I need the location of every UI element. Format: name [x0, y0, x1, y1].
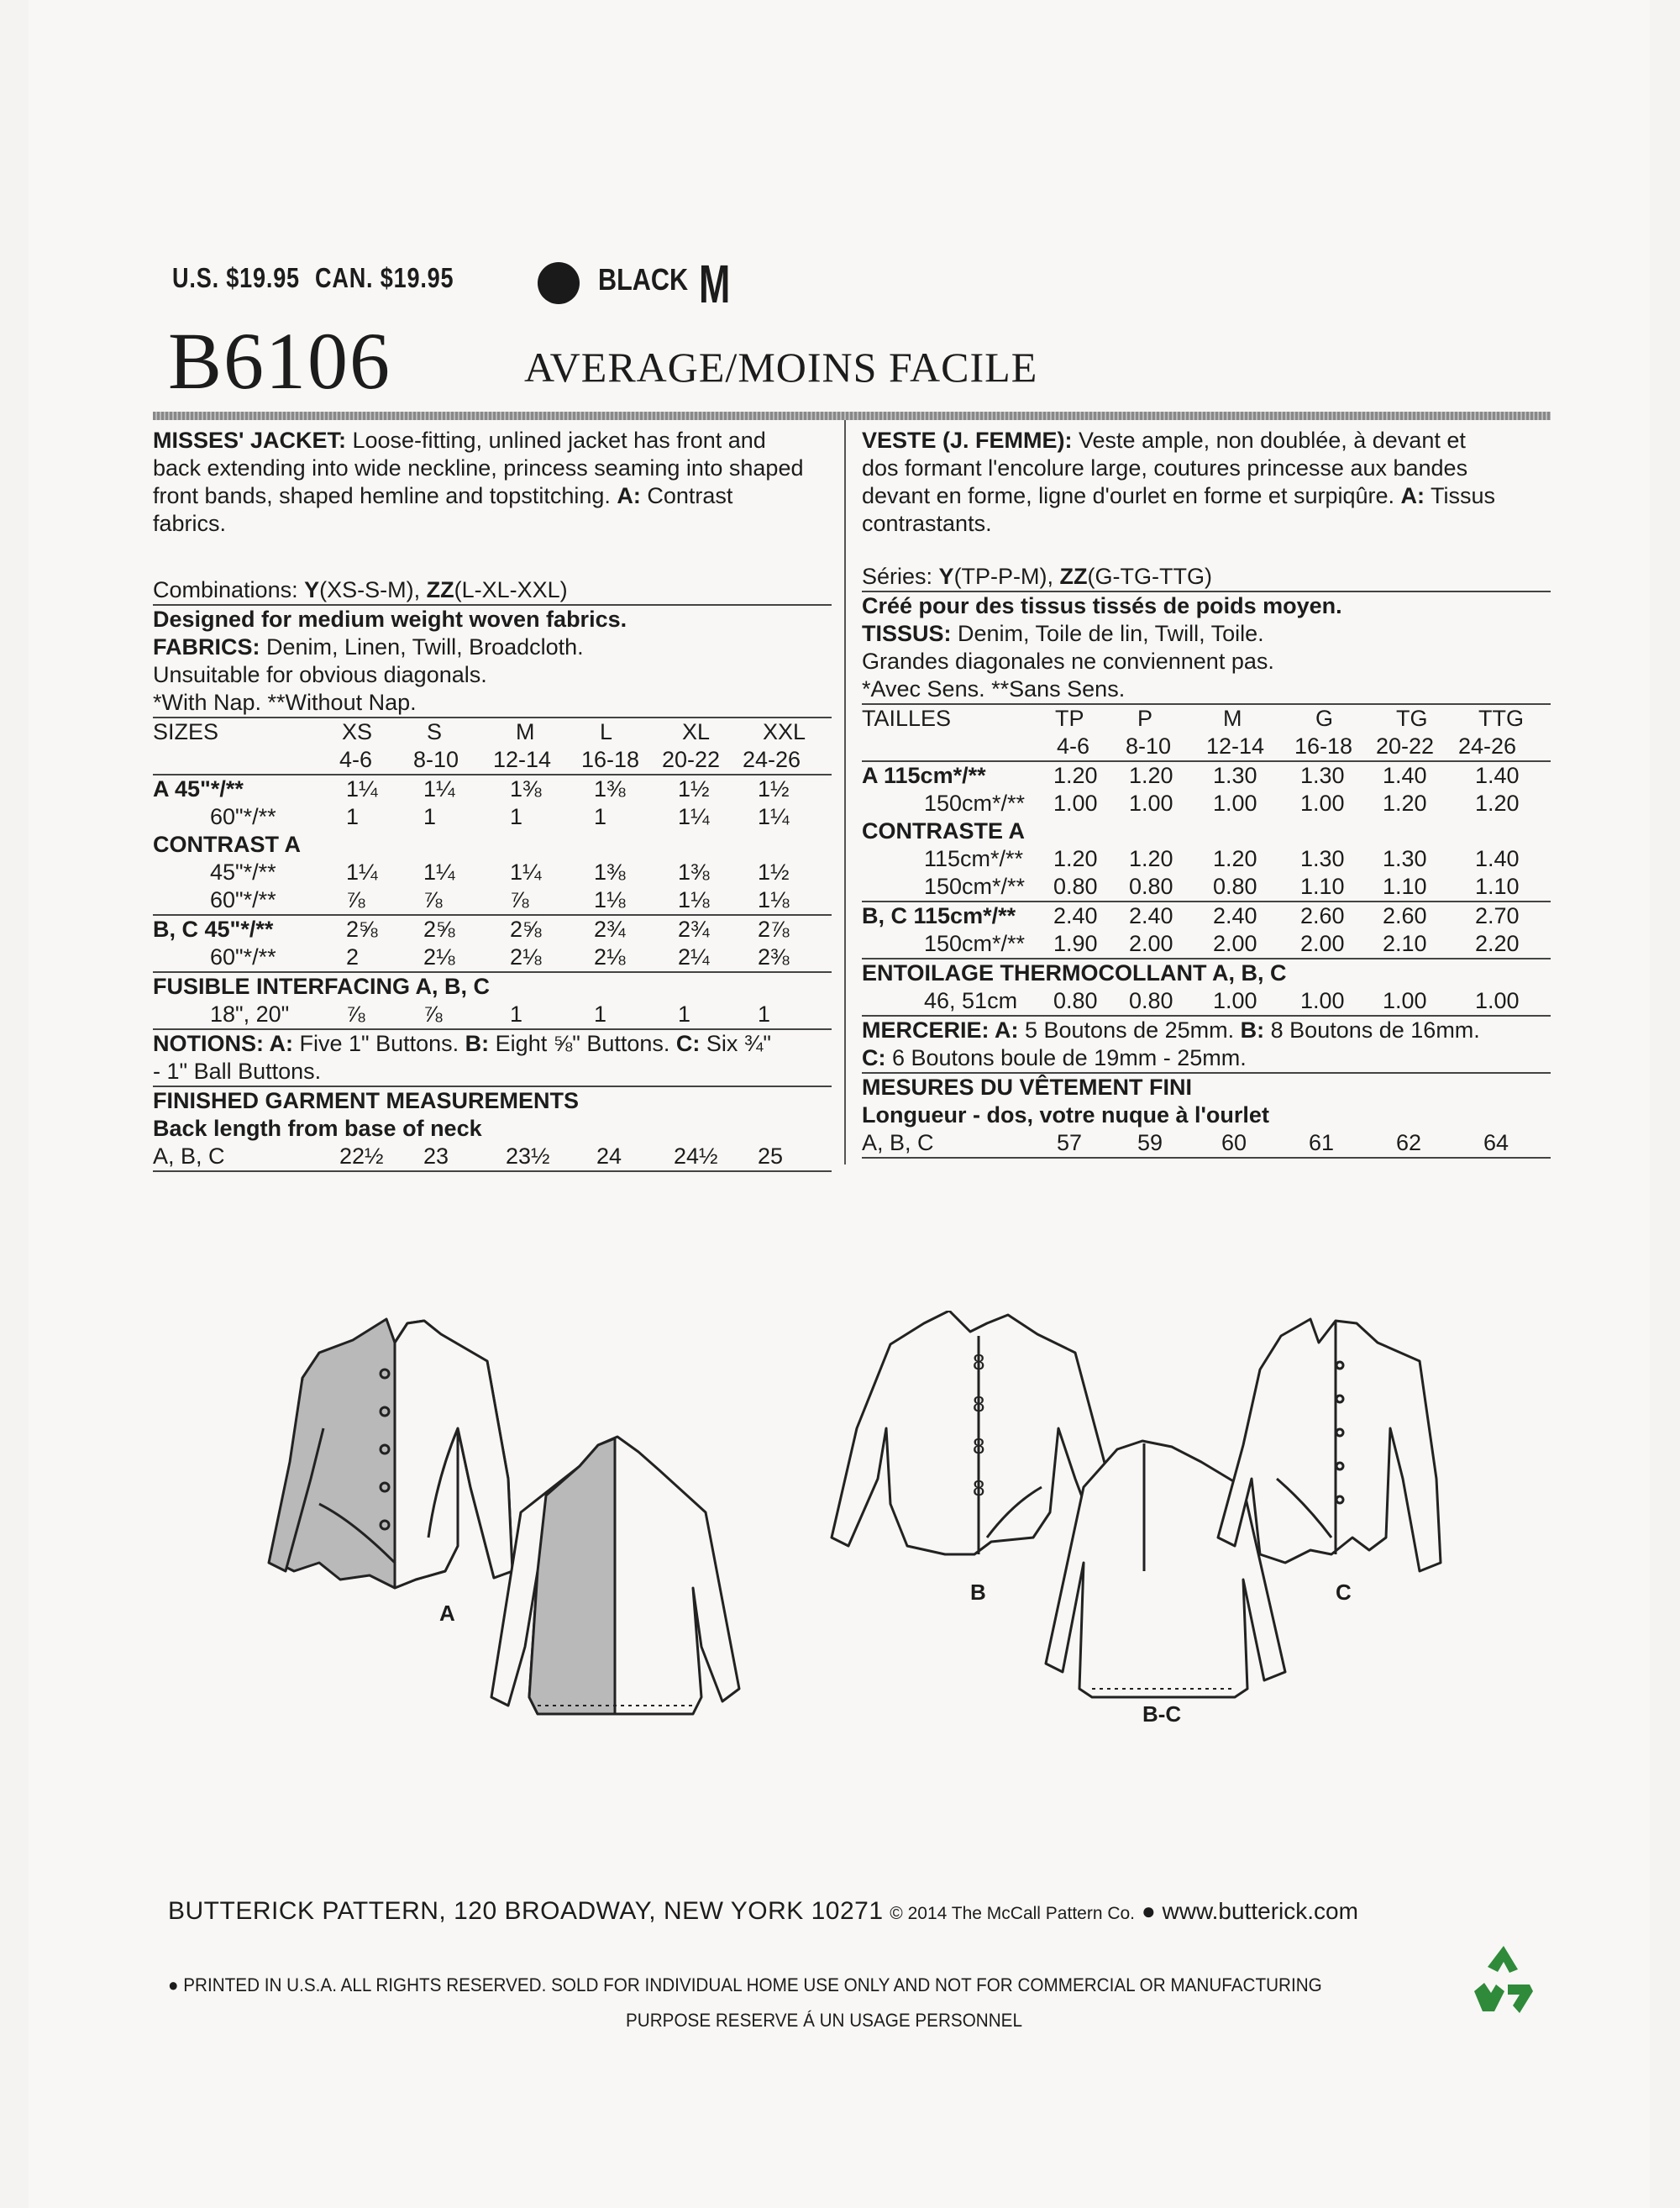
sizes-header: [862, 705, 1551, 733]
cell: 1.00: [1213, 791, 1257, 816]
color-dot-icon: [538, 262, 580, 304]
rights-text: PRINTED IN U.S.A. ALL RIGHTS RESERVED. SOLD FOR INDIVIDUAL HOME USE ONLY AND NOT FOR COMMERCIAL OR MANUFACTURING: [183, 1974, 1322, 1995]
desc-line: contrastants.: [862, 511, 992, 536]
cell: 1.30: [1383, 846, 1427, 871]
size-range: 4-6: [1057, 733, 1090, 759]
table-row: [153, 775, 832, 803]
cell: 1.00: [1300, 988, 1345, 1013]
cell: 2.60: [1383, 903, 1427, 928]
row-label: 60"*/**: [210, 944, 276, 970]
cell: 1: [510, 804, 523, 829]
row-label: 18", 20": [210, 1001, 290, 1027]
fusible-label: [862, 959, 1551, 987]
cell: 2⅝: [510, 917, 542, 942]
back-length-label: Longueur - dos, votre nuque à l'ourlet: [862, 1102, 1269, 1128]
back-length-label: Back length from base of neck: [153, 1116, 482, 1141]
fabrics-label: FABRICS:: [153, 634, 260, 660]
cell: 0.80: [1129, 874, 1173, 899]
cell: 1.20: [1383, 791, 1427, 816]
size-range: 16-18: [581, 747, 640, 772]
contrast-label: [862, 817, 1551, 845]
cell: 23½: [506, 1143, 550, 1169]
publisher-line: [168, 1897, 1358, 1926]
designed-for: Designed for medium weight woven fabrics.: [153, 607, 627, 632]
price-can: CAN. $19.95: [314, 262, 454, 293]
english-table: [153, 576, 832, 1172]
row-label: ENTOILAGE THERMOCOLLANT A, B, C: [862, 960, 1287, 986]
cell: 25: [758, 1143, 784, 1169]
nap-note: *Avec Sens. **Sans Sens.: [862, 676, 1551, 705]
desc-view: A:: [1400, 483, 1425, 508]
combo-zz: ZZ: [1059, 564, 1088, 589]
desc-line: front bands, shaped hemline and topstitching.: [153, 483, 617, 508]
finished-label: MESURES DU VÊTEMENT FINI: [862, 1075, 1193, 1100]
cell: 0.80: [1213, 874, 1257, 899]
combo-zz-sizes: (G-TG-TTG): [1087, 564, 1212, 589]
cell: 1.20: [1129, 846, 1173, 871]
table-row: [862, 987, 1551, 1017]
fabrics: Denim, Linen, Twill, Broadcloth.: [260, 634, 584, 660]
table-row: [153, 916, 832, 944]
combos-label: Combinations:: [153, 577, 305, 602]
cell: 2⅜: [758, 944, 790, 970]
cell: 1¼: [346, 860, 378, 885]
designed-for: Créé pour des tissus tissés de poids moyen.: [862, 593, 1342, 618]
view-a-front-illustration: [269, 1319, 512, 1588]
cell: 1.00: [1300, 791, 1345, 816]
size-name: S: [427, 719, 443, 744]
size-range: 8-10: [413, 747, 459, 772]
row-label: CONTRAST A: [153, 832, 301, 857]
publisher-address: BUTTERICK PATTERN, 120 BROADWAY, NEW YORK 10271: [168, 1897, 884, 1925]
cell: 2⅞: [758, 917, 790, 942]
notions: - 1" Ball Buttons.: [153, 1058, 832, 1087]
size-name: P: [1137, 706, 1153, 731]
notions-view: C:: [862, 1045, 886, 1070]
notions: 5 Boutons de 25mm.: [1018, 1017, 1241, 1043]
header-divider: [153, 412, 1551, 420]
size-name: TTG: [1478, 706, 1524, 731]
rights-line: [168, 1974, 1322, 1996]
cell: 24: [596, 1143, 622, 1169]
cell: 1⅜: [510, 776, 542, 802]
size-name: TG: [1396, 706, 1428, 731]
svg-text:8: 8: [973, 1433, 985, 1459]
cell: 2.00: [1300, 931, 1345, 956]
sizes-label: SIZES: [153, 719, 219, 744]
cell: 1.30: [1300, 846, 1345, 871]
table-row: [862, 790, 1551, 817]
cell: 2¼: [678, 944, 710, 970]
cell: 24½: [674, 1143, 718, 1169]
cell: 1⅜: [594, 776, 626, 802]
size-letter: M: [699, 254, 731, 314]
view-b-label: B: [970, 1580, 986, 1605]
cell: 1⅛: [678, 887, 710, 912]
combo-y: Y: [938, 564, 954, 589]
cell: 1¼: [678, 804, 710, 829]
size-range: 4-6: [339, 747, 373, 772]
cell: 1.20: [1129, 763, 1173, 788]
size-range: 20-22: [1376, 733, 1435, 759]
cell: 1.00: [1053, 791, 1098, 816]
size-name: L: [600, 719, 613, 744]
row-label: FUSIBLE INTERFACING A, B, C: [153, 974, 491, 999]
row-label: A 115cm*/**: [862, 763, 986, 788]
cell: 62: [1396, 1130, 1422, 1155]
cell: 1.30: [1300, 763, 1345, 788]
cell: ⅞: [346, 1001, 365, 1027]
svg-text:8: 8: [973, 1349, 985, 1375]
cell: 1½: [758, 860, 790, 885]
view-c-label: C: [1336, 1580, 1352, 1605]
cell: 1.20: [1053, 846, 1098, 871]
svg-text:8: 8: [973, 1475, 985, 1501]
cell: 1.00: [1475, 988, 1520, 1013]
nap-note: *With Nap. **Without Nap.: [153, 689, 832, 718]
cell: 1.20: [1475, 791, 1520, 816]
combo-y: Y: [304, 577, 320, 602]
french-table: [862, 563, 1551, 1159]
cell: 1⅛: [758, 887, 790, 912]
desc-line: Veste ample, non doublée, à devant et: [1072, 428, 1466, 453]
desc-line: fabrics.: [153, 511, 227, 536]
cell: 1⅜: [678, 860, 710, 885]
row-label: B, C 115cm*/**: [862, 903, 1016, 928]
size-name: XL: [682, 719, 711, 744]
sizes-ranges: [153, 746, 832, 775]
website-link[interactable]: www.butterick.com: [1162, 1898, 1358, 1924]
pattern-number: B6106: [168, 316, 392, 406]
size-range: 24-26: [1458, 733, 1517, 759]
unsuitable: Unsuitable for obvious diagonals.: [153, 662, 487, 687]
cell: 1¼: [423, 776, 455, 802]
table-row: [862, 845, 1551, 873]
cell: 2¾: [678, 917, 710, 942]
cell: 1.40: [1383, 763, 1427, 788]
row-label: 60"*/**: [210, 887, 276, 912]
unsuitable: Grandes diagonales ne conviennent pas.: [862, 649, 1274, 674]
cell: 2.00: [1213, 931, 1257, 956]
view-a-label: A: [439, 1601, 455, 1626]
cell: 1.00: [1383, 988, 1427, 1013]
cell: 1¼: [510, 860, 542, 885]
cell: 1: [758, 1001, 771, 1027]
table-row: [862, 902, 1551, 930]
table-row: [862, 762, 1551, 790]
row-label: 150cm*/**: [924, 874, 1026, 899]
cell: 1.00: [1129, 791, 1173, 816]
desc-line: Contrast: [640, 483, 733, 508]
difficulty-level: AVERAGE/MOINS FACILE: [524, 344, 1038, 391]
cell: 2.70: [1475, 903, 1520, 928]
notions: Six ¾": [700, 1031, 772, 1056]
cell: ⅞: [423, 1001, 443, 1027]
cell: 22½: [339, 1143, 384, 1169]
cell: 2⅛: [510, 944, 542, 970]
english-description: [153, 427, 832, 538]
cell: 1¼: [423, 860, 455, 885]
notions: 8 Boutons de 16mm.: [1264, 1017, 1480, 1043]
french-description: [862, 427, 1551, 538]
cell: 2: [346, 944, 360, 970]
cell: ⅞: [423, 887, 443, 912]
notions-view: B:: [465, 1031, 490, 1056]
notions-label: NOTIONS: A:: [153, 1031, 293, 1056]
size-range: 16-18: [1294, 733, 1353, 759]
cell: 2⅝: [423, 917, 455, 942]
cell: 2⅛: [423, 944, 455, 970]
table-row: [862, 930, 1551, 959]
combo-zz: ZZ: [426, 577, 454, 602]
finished-label: FINISHED GARMENT MEASUREMENTS: [153, 1088, 580, 1113]
row-label: 150cm*/**: [924, 931, 1026, 956]
size-name: XS: [342, 719, 373, 744]
notions: Eight ⅝" Buttons.: [489, 1031, 676, 1056]
cell: 1: [346, 804, 360, 829]
cell: 1.10: [1383, 874, 1427, 899]
row-label: A, B, C: [153, 1143, 225, 1169]
row-label: CONTRASTE A: [862, 818, 1025, 844]
cell: 57: [1057, 1130, 1083, 1155]
cell: 2.40: [1053, 903, 1098, 928]
combos-label: Séries:: [862, 564, 939, 589]
table-row: [153, 1001, 832, 1030]
desc-title: VESTE (J. FEMME):: [862, 428, 1073, 453]
size-range: 24-26: [743, 747, 801, 772]
cell: ⅞: [346, 887, 365, 912]
desc-line: back extending into wide neckline, princess seaming into shaped: [153, 455, 804, 481]
sizes-ranges: [862, 733, 1551, 762]
cell: 1: [423, 804, 437, 829]
bullet-icon: ●: [1141, 1898, 1156, 1924]
sizes-header: [153, 718, 832, 746]
cell: 0.80: [1053, 988, 1098, 1013]
desc-title: MISSES' JACKET:: [153, 428, 346, 453]
desc-line: Tissus: [1425, 483, 1496, 508]
cell: 2.60: [1300, 903, 1345, 928]
cell: 2⅝: [346, 917, 378, 942]
bullet-icon: ●: [168, 1974, 184, 1995]
recycle-icon: [1466, 1941, 1541, 2016]
cell: 2⅛: [594, 944, 626, 970]
row-label: 150cm*/**: [924, 791, 1026, 816]
cell: 1⅜: [594, 860, 626, 885]
size-name: XXL: [763, 719, 806, 744]
size-range: 12-14: [1206, 733, 1265, 759]
cell: 0.80: [1053, 874, 1098, 899]
row-label: A, B, C: [862, 1130, 934, 1155]
row-label: 60"*/**: [210, 804, 276, 829]
sizes-label: TAILLES: [862, 706, 952, 731]
notions: Five 1" Buttons.: [292, 1031, 465, 1056]
size-name: TP: [1055, 706, 1084, 731]
row-label: 45"*/**: [210, 860, 276, 885]
size-name: G: [1315, 706, 1334, 731]
notions-label: MERCERIE: A:: [862, 1017, 1019, 1043]
price-us: U.S. $19.95: [172, 262, 300, 293]
size-range: 20-22: [662, 747, 721, 772]
cell: 59: [1137, 1130, 1163, 1155]
notions: 6 Boutons boule de 19mm - 25mm.: [885, 1045, 1247, 1070]
cell: 23: [423, 1143, 449, 1169]
notions-view: B:: [1240, 1017, 1265, 1043]
size-name: M: [1223, 706, 1242, 731]
size-name: M: [516, 719, 535, 744]
view-bc-label: B-C: [1142, 1701, 1182, 1727]
cell: 1: [594, 804, 607, 829]
cell: 1.20: [1053, 763, 1098, 788]
row-label: B, C 45"*/**: [153, 917, 274, 942]
cell: 1.40: [1475, 763, 1520, 788]
cell: 60: [1221, 1130, 1247, 1155]
cell: 2¾: [594, 917, 626, 942]
desc-line: dos formant l'encolure large, coutures princesse aux bandes: [862, 455, 1468, 481]
row-label: 115cm*/**: [924, 846, 1024, 871]
cell: 1.40: [1475, 846, 1520, 871]
size-range: 8-10: [1126, 733, 1172, 759]
cell: 1.30: [1213, 763, 1257, 788]
fabrics-label: TISSUS:: [862, 621, 952, 646]
cell: 1.90: [1053, 931, 1098, 956]
table-row: [153, 859, 832, 886]
fusible-label: [153, 973, 832, 1001]
cell: 0.80: [1129, 988, 1173, 1013]
contrast-label: [153, 831, 832, 859]
cell: ⅞: [510, 887, 529, 912]
row-label: A 45"*/**: [153, 776, 244, 802]
cell: 1: [510, 1001, 523, 1027]
cell: 1.10: [1475, 874, 1520, 899]
row-label: 46, 51cm: [924, 988, 1018, 1013]
cell: 2.00: [1129, 931, 1173, 956]
table-row: [153, 803, 832, 831]
table-row: [153, 1143, 832, 1172]
cell: 61: [1309, 1130, 1335, 1155]
combo-y-sizes: (TP-P-M),: [953, 564, 1060, 589]
price: [172, 262, 469, 294]
combo-zz-sizes: (L-XL-XXL): [454, 577, 568, 602]
notions-view: C:: [675, 1031, 701, 1056]
desc-line: devant en forme, ligne d'ourlet en forme et surpiqûre.: [862, 483, 1401, 508]
cell: 1: [678, 1001, 691, 1027]
cell: 1¼: [346, 776, 378, 802]
cell: 2.20: [1475, 931, 1520, 956]
cell: 64: [1483, 1130, 1509, 1155]
svg-text:8: 8: [973, 1391, 985, 1417]
cell: 2.40: [1129, 903, 1173, 928]
desc-view: A:: [617, 483, 641, 508]
table-row: [862, 1129, 1551, 1159]
cell: 1¼: [758, 804, 790, 829]
table-row: [153, 886, 832, 916]
table-row: [862, 873, 1551, 902]
cell: 1⅛: [594, 887, 626, 912]
cell: 1½: [758, 776, 790, 802]
cell: 1.20: [1213, 846, 1257, 871]
cell: 2.40: [1213, 903, 1257, 928]
copyright: © 2014 The McCall Pattern Co.: [890, 1904, 1136, 1923]
view-a-back-illustration: [491, 1437, 739, 1714]
table-row: [153, 944, 832, 973]
color-name: BLACK: [598, 262, 689, 297]
cell: 1.10: [1300, 874, 1345, 899]
cell: 1: [594, 1001, 607, 1027]
cell: 1½: [678, 776, 710, 802]
cell: 2.10: [1383, 931, 1427, 956]
cell: 1.00: [1213, 988, 1257, 1013]
rights-line-french: PURPOSE RESERVE Á UN USAGE PERSONNEL: [626, 2010, 1022, 2031]
size-range: 12-14: [493, 747, 552, 772]
desc-line: Loose-fitting, unlined jacket has front and: [345, 428, 766, 453]
column-divider: [844, 420, 846, 1164]
fabrics: Denim, Toile de lin, Twill, Toile.: [951, 621, 1264, 646]
combo-y-sizes: (XS-S-M),: [319, 577, 427, 602]
garment-illustrations: [0, 1311, 1680, 1748]
